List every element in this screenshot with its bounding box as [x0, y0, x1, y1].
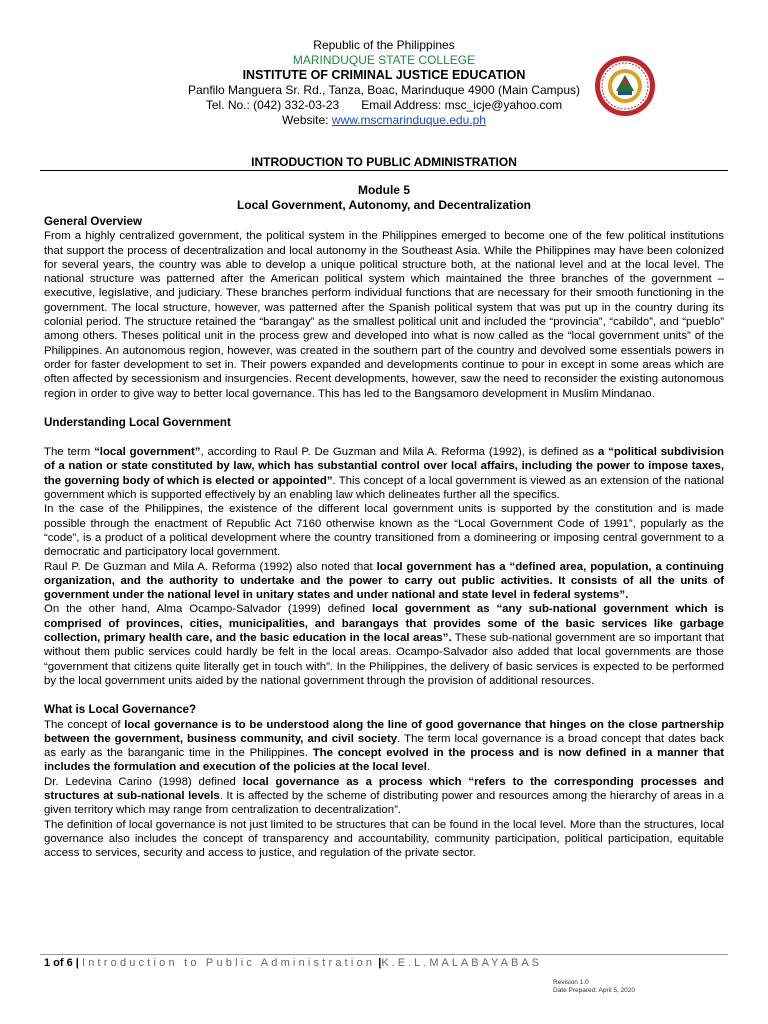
- module-heading: [0, 183, 768, 213]
- governance-definition-paragraph: The definition of local governance is not just limited to be structures that can be found in the local level. More than the structures, local governance also includes the concept of transparency and accountability, community participation, political participation, equitable access to services, security and access to justice, and regulation of the private sector.: [44, 818, 724, 860]
- overview-paragraph: From a highly centralized government, the political system in the Philippines emerged to become one of the few political institutions that support the process of decentralization and local autonomy in the Southeast Asia. While the Philippines may have been colonized for several years, the country was able to develop a unique political structure both, at the national level and at the local level. The national structure was patterned after the American political system which maintained the three branches of the government – executive, legislative, and judiciary. These branches perform individual functions that are necessary for their smooth functioning in the government. The local structure, however, was patterned after the Spanish political system that was put up in the country during its colonial period. The structure retained the “barangay” as the smallest political unit and included the “provincia”, “cabildo”, and “pueblo” among others. Theses political unit in the process grew and developed into what is now called as the “local government units” of the Philippines. An autonomous region, however, was created in the southern part of the country and devolved some essentials powers in order for faster development to set in. Their powers expanded and developments continue to pour in except in some areas which are often affected by secessionism and insurgencies. Recent developments, however, saw the need to reconsider the existing autonomous region in order to give way to better local governance. This has led to the Bangsamoro development in Muslim Mindanao.: [44, 230, 724, 400]
- ocampo-paragraph: On the other hand, Alma Ocampo-Salvador (1999) defined local government as “any sub-national government which is comprised of provinces, cities, municipalities, and barangays that provides some of the basic services like garbage collection, primary health care, and the basic education in the local areas”. These sub-national government are so important that without them public services could hardly be felt in the local areas. Ocampo-Salvador also added that local governments are those “government that citizens quite literally get in touch with”. In the Philippines, the delivery of basic services is expected to be performed by the local government units aided by the national government through the provision of additional resources.: [44, 603, 725, 687]
- carino-paragraph: Dr. Ledevina Carino (1998) defined local governance as a process which “refers to the corresponding processes and structures at sub-national levels. It is affected by the scheme of distributing power and resources among the hierarchy of areas in a given territory which may range from centralization to decentralization”.: [44, 775, 724, 817]
- module-number: Module 5: [357, 183, 410, 197]
- footer-author: K.E.L.MALABAYABAS: [381, 957, 542, 969]
- document-body: [44, 215, 724, 860]
- website-label: Website:: [282, 113, 329, 127]
- website-link[interactable]: www.mscmarinduque.edu.ph: [331, 113, 486, 127]
- college-name: MARINDUQUE STATE COLLEGE: [292, 53, 476, 67]
- governance-paragraph: The concept of local governance is to be understood along the line of good governance that hinges on the close partnership between the government, business community, and civil society. The term local governance is a broad concept that dates back as early as the baranganic time in the Philippines. The concept evolved in the process and is now defined in a manner that includes the formulation and execution of the policies at the local level.: [44, 718, 725, 774]
- address-line: Panfilo Manguera Sr. Rd., Tanza, Boac, Marinduque 4900 (Main Campus): [188, 83, 580, 97]
- overview-heading: General Overview: [44, 215, 142, 228]
- deguzman-paragraph: Raul P. De Guzman and Mila A. Reforma (1992) also noted that local government has a “defined area, population, a continuing organization, and the authority to undertake and the power to carry out public activities. It consists of all the units of government under the national level in unitary states and under national and state level in federal systems”.: [44, 560, 724, 602]
- module-title: Local Government, Autonomy, and Decentralization: [236, 198, 532, 212]
- footer-divider: [40, 954, 728, 955]
- course-title: INTRODUCTION TO PUBLIC ADMINISTRATION: [251, 155, 517, 169]
- page-number: 1 of 6 |: [44, 957, 79, 969]
- email-address: Email Address: msc_icje@yahoo.com: [361, 98, 563, 112]
- college-seal-icon: [594, 55, 656, 117]
- title-divider: [40, 170, 728, 171]
- republic-line: Republic of the Philippines: [313, 38, 455, 52]
- institute-name: INSTITUTE OF CRIMINAL JUSTICE EDUCATION: [242, 68, 526, 82]
- revision-number: Revision 1.0: [553, 979, 589, 986]
- telephone: Tel. No.: (042) 332-03-23: [205, 98, 340, 112]
- revision-info: [553, 979, 635, 995]
- footer-course: Introduction to Public Administration: [81, 957, 376, 969]
- date-prepared: Date Prepared: April 5, 2020: [553, 987, 636, 994]
- philippines-paragraph: In the case of the Philippines, the existence of the different local government units is supported by the constitution and is made possible through the enactment of Republic Act 7160 otherwise known as the “Local Government Code of 1991”, popularly as the “code”, is a product of a political development where the country transitioned from a domineering or imposing central government to a democratic and participatory local government.: [44, 503, 724, 559]
- governance-heading: What is Local Governance?: [44, 703, 197, 717]
- understanding-heading: Understanding Local Government: [44, 415, 231, 429]
- footer-separator: |: [378, 957, 382, 969]
- page-footer: [44, 957, 542, 969]
- definition-paragraph: The term “local government”, according to Raul P. De Guzman and Mila A. Reforma (1992), is defined as a “political subdivision of a nation or state constituted by law, which has substantial control over local affairs, including the power to impose taxes, the governing body of which is elected or appointed”. This concept of a local government is viewed as an extension of the national government which is supported effectively by an enabling law which delineates further all the specifics.: [44, 446, 725, 502]
